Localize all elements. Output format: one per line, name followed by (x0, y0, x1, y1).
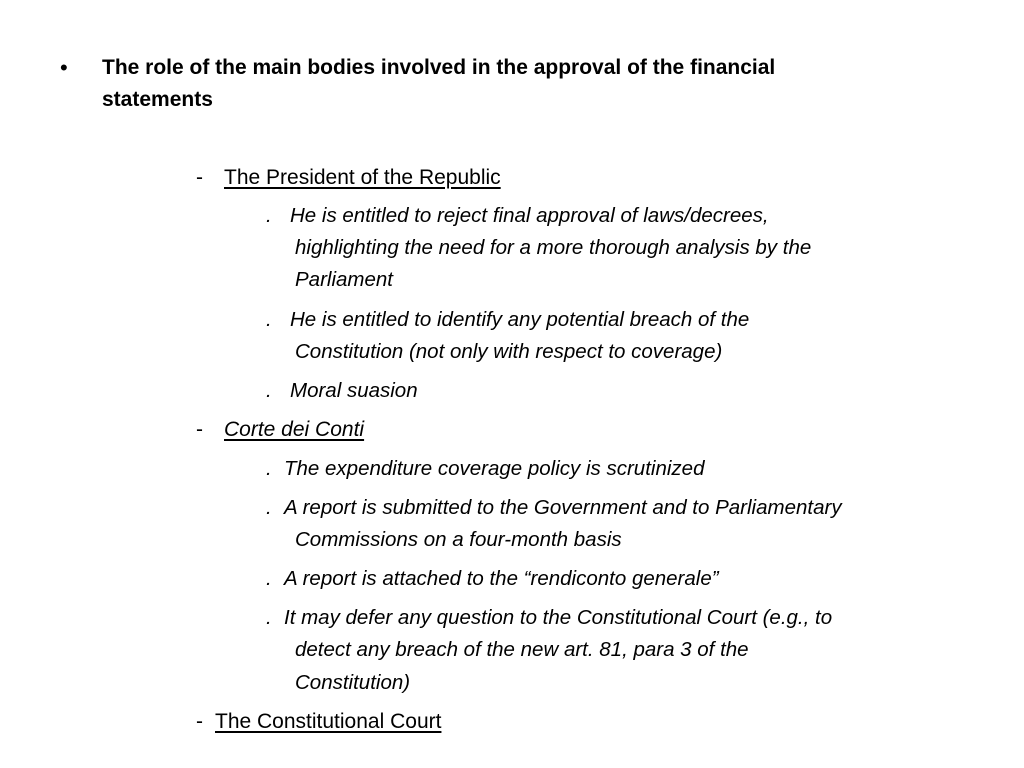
section-title-constitutional-court: The Constitutional Court (215, 710, 442, 733)
sub-item-text: Constitution) (295, 671, 411, 694)
sub-bullet-dot: . (266, 379, 272, 402)
sub-item-text: It may defer any question to the Constitutional Court (e.g., to (284, 606, 833, 629)
sub-item-text: Moral suasion (290, 379, 418, 402)
sub-bullet-dot: . (266, 567, 272, 590)
sub-bullet-dot: . (266, 496, 272, 519)
sub-item-text: Constitution (not only with respect to coverage) (295, 340, 723, 363)
sub-item-text: Commissions on a four-month basis (295, 528, 622, 551)
section-title-president: The President of the Republic (224, 166, 501, 189)
sub-item-text: The expenditure coverage policy is scrutinized (284, 457, 705, 480)
section-dash-corte: - (196, 418, 203, 441)
heading-line-1: The role of the main bodies involved in the approval of the financial (102, 56, 776, 79)
section-dash-president: - (196, 166, 203, 189)
sub-item-text: detect any breach of the new art. 81, para 3 of the (295, 638, 749, 661)
sub-bullet-dot: . (266, 457, 272, 480)
sub-item-text: He is entitled to reject final approval of laws/decrees, (290, 204, 769, 227)
section-dash-constitutional-court: - (196, 710, 203, 733)
sub-item-text: highlighting the need for a more thorough analysis by the (295, 236, 812, 259)
main-bullet-icon: • (60, 55, 68, 80)
sub-bullet-dot: . (266, 606, 272, 629)
sub-bullet-dot: . (266, 308, 272, 331)
sub-item-text: A report is submitted to the Government and to Parliamentary (284, 496, 842, 519)
sub-bullet-dot: . (266, 204, 272, 227)
sub-item-text: A report is attached to the “rendiconto generale” (284, 567, 719, 590)
heading-line-2: statements (102, 88, 213, 111)
sub-item-text: Parliament (295, 268, 393, 291)
slide-heading (102, 52, 942, 116)
sub-item-text: He is entitled to identify any potential breach of the (290, 308, 750, 331)
section-title-corte-dei-conti: Corte dei Conti (224, 418, 365, 441)
